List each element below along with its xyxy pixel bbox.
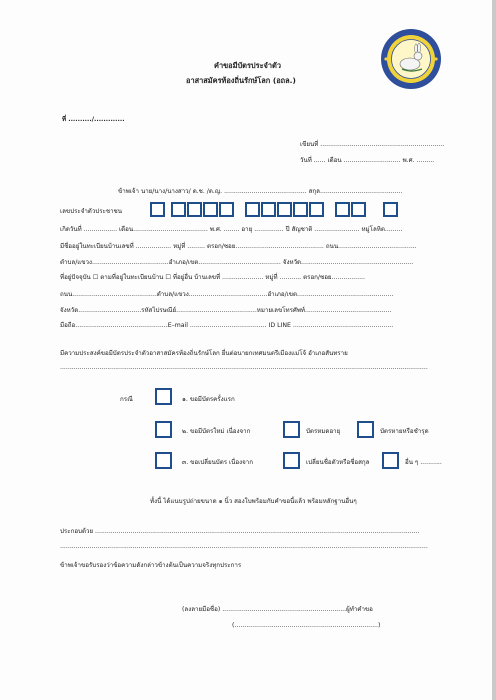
case-new-card-checkbox[interactable] — [155, 421, 172, 438]
name-change-label: เปลี่ยนชื่อตัวหรือชื่อสกุล — [306, 459, 370, 466]
mobile-email-line-id: มือถือ...............................................E–mail ....................................... ID LINE ................................................... — [60, 322, 394, 329]
attachment-note: ทั้งนี้ ได้แนบรูปถ่ายขนาด ๑ นิ้ว สองใบพร้อมกับคำขอนี้แล้ว พร้อมหลักฐานอื่นๆ — [150, 498, 357, 505]
attachment-blank-line: ........................................................................................................................................................................................... — [60, 543, 428, 550]
form-subtitle: อาสาสมัครท้องถิ่นรักษ์โลก (อถล.) — [186, 76, 296, 85]
case-first-card-label: ๑. ขอมีบัตรครั้งแรก — [182, 396, 235, 403]
case-first-card-checkbox[interactable] — [155, 388, 172, 405]
national-id-label: เลขประจำตัวประชาชน — [60, 208, 122, 215]
lost-damaged-card-label: บัตรหายหรือชำรุด — [380, 428, 429, 435]
written-at-line: เขียนที่ ............................................................... — [300, 141, 445, 148]
id-digit-box[interactable] — [261, 202, 276, 217]
case-change-card-label: ๓. ขอเปลี่ยนบัตร เนื่องจาก — [182, 459, 253, 466]
purpose-blank-line: ........................................................................................................................................................................................... — [60, 364, 428, 371]
id-digit-box[interactable] — [187, 202, 202, 217]
id-digit-box[interactable] — [171, 202, 186, 217]
form-title: คำขอมีบัตรประจำตัว — [214, 61, 281, 70]
province-postcode-phone-line: จังหวัด................................รหัสไปรษณีย์.........................................หมายเลขโทรศัพท์............................................ — [60, 307, 392, 314]
id-digit-box[interactable] — [277, 202, 292, 217]
id-digit-box[interactable] — [293, 202, 308, 217]
page-edge-shadow — [492, 0, 496, 700]
certification-statement: ข้าพเจ้าขอรับรองว่าข้อความดังกล่าวข้างต้นเป็นความจริงทุกประการ — [60, 562, 242, 569]
id-digit-box[interactable] — [245, 202, 260, 217]
other-reason-label: อื่น ๆ ........... — [405, 459, 442, 466]
date-line: วันที่ ...... เดือน ............................. พ.ศ. ......... — [300, 157, 435, 164]
lost-damaged-card-checkbox[interactable] — [357, 421, 374, 438]
road-line: ถนน...........................................ตำบล/แขวง........................................อำเภอ/เขต................................................. — [60, 291, 394, 298]
document-number: ที่ ........../............. — [62, 116, 125, 123]
expired-card-checkbox[interactable] — [283, 421, 300, 438]
applicant-name-line: ข้าพเจ้า นาย/นาง/นางสาว/ ด.ช. /ด.ญ. .......................................... สกุล.......................................... — [118, 188, 403, 195]
organization-seal-logo — [380, 28, 442, 90]
id-digit-box[interactable] — [383, 202, 398, 217]
name-change-checkbox[interactable] — [283, 452, 300, 469]
signature-line: (ลงลายมือชื่อ) ...............................................................ผู้ทำคำขอ — [182, 606, 373, 613]
current-address-line: ที่อยู่ปัจจุบัน ☐ ตามที่อยู่ในทะเบียนบ้าน ☐ ที่อยู่อื่น บ้านเลขที่ ..................... หมู่ที่ ........... ตรอก/ซอย................. — [60, 274, 365, 281]
expired-card-label: บัตรหมดอายุ — [306, 428, 341, 435]
case-new-card-label: ๒. ขอมีบัตรใหม่ เนื่องจาก — [182, 428, 251, 435]
birth-line: เกิดวันที่ ................. เดือน...................................... พ.ศ. ........ อายุ ............... ปี สัญชาติ ....................... หมู่โลหิต......... — [60, 226, 403, 233]
id-digit-box[interactable] — [203, 202, 218, 217]
id-digit-box[interactable] — [351, 202, 366, 217]
purpose-text: มีความประสงค์ขอมีบัตรประจำตัวอาสาสมัครท้องถิ่นรักษ์โลก ยื่นต่อนายกเทศมนตรีเมืองแม่โจ้ อำเภอสันทราย — [60, 350, 348, 357]
id-digit-box[interactable] — [219, 202, 234, 217]
id-digit-box[interactable] — [335, 202, 350, 217]
case-label: กรณี — [120, 396, 133, 403]
case-change-card-checkbox[interactable] — [155, 452, 172, 469]
id-digit-box[interactable] — [150, 202, 165, 217]
subdistrict-district-line: ตำบล/แขวง.......................................อำเภอ/เขต.......................................... จังหวัด......................................................... — [60, 259, 414, 266]
id-digit-box[interactable] — [309, 202, 324, 217]
other-reason-checkbox[interactable] — [382, 452, 399, 469]
house-registration-line: มีชื่ออยู่ในทะเบียนบ้านเลขที่ .................. หมู่ที่ ......... ตรอก/ซอย............................................. ถนน........................................ — [60, 243, 417, 250]
attachment-list-line: ประกอบด้วย ..................................................................................................................................................................... — [60, 528, 420, 535]
signature-name-line: (.........................................................................) — [232, 622, 381, 629]
